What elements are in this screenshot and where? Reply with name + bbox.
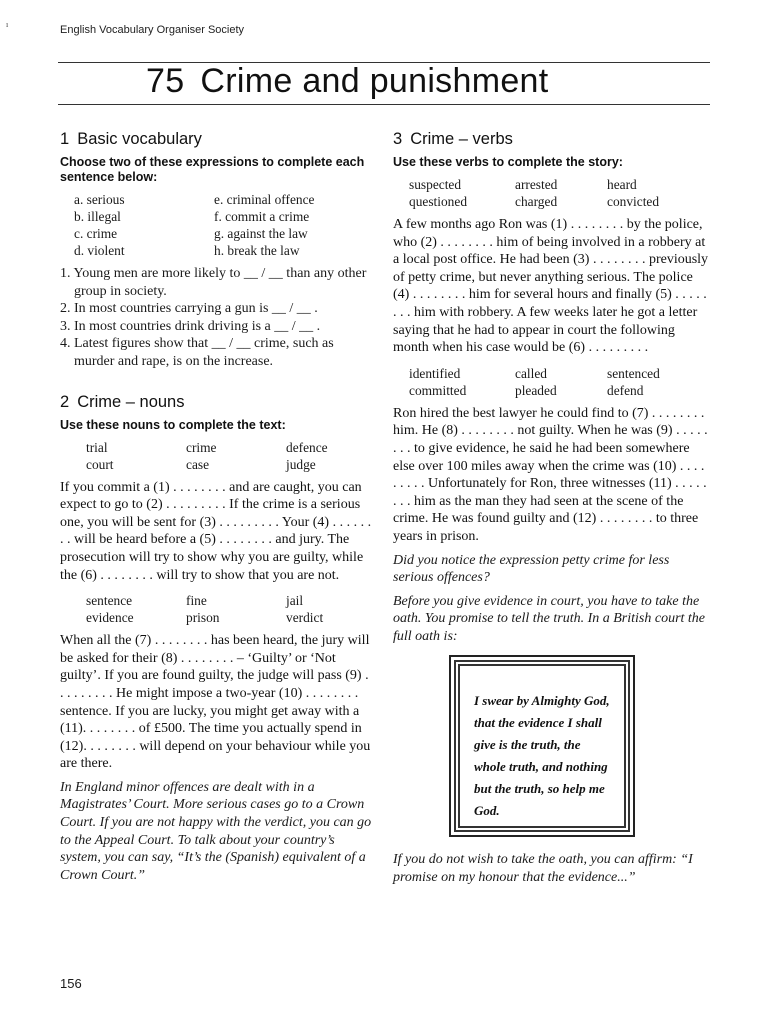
section-3-text-1: A few months ago Ron was (1) . . . . . . . . by the police, who (2) . . . . . . . . him of being involved in a robbery at a local post office. He had been (3) . . . . . . . . previously of petty crime, but never anything serious. The police (4) . . . . . . . . him for several hours and finally (5) . . . . . . . . him with robbery. A few weeks later he got a letter saying that he had to appear in court the following month when his case would be (6) . . . . . . . . . [393, 217, 709, 356]
word-item: called [515, 365, 547, 381]
word-item: heard [607, 177, 637, 192]
section-2-note: In England minor offences are dealt with in a Magistrates’ Court. More serious cases go to a Crown Court. If you are not happy with the verdict, you can go to the Appeal Court. To talk about your country’s system, you can say, “It’s the (Spanish) equivalent of a Crown Court.” [60, 779, 372, 883]
section-2-instruction: Use these nouns to complete the text: [60, 417, 286, 432]
word-item: jail [286, 593, 304, 609]
section-2-word-box-2 [86, 592, 372, 626]
option-item: h. break the law [214, 243, 300, 258]
section-2-word-box-1 [86, 439, 372, 473]
section-1-number: 1 [60, 130, 70, 148]
page-title [146, 62, 548, 101]
option-item: e. criminal offence [214, 192, 315, 207]
oath-text: I swear by Almighty God, that the evidence I shall give is the truth, the whole truth, and nothing but the truth, so help me God. [474, 693, 610, 819]
section-2-number: 2 [60, 392, 70, 411]
section-2-title: Crime – nouns [77, 392, 185, 411]
section-1-instruction: Choose two of these expressions to complete each sentence below: [60, 155, 365, 184]
sentence-item: 4. Latest figures show that __ / __ crime, such as murder and rape, is on the increase. [60, 336, 334, 369]
section-3-heading [393, 130, 709, 149]
section-3-text-2: Ron hired the best lawyer he could find to (7) . . . . . . . . him. He (8) . . . . . . . . not guilty. When he was (9) . . . . . . . . to give evidence, he said he had been somewhere else over 100 miles away when the crime was (10) . . . . . . . . . Unfortunately for Ron, three witnesses (11) . . . . . . . . him as the man they had seen at the scene of the crime. He was found guilty and (12) . . . . . . . . to three years in prison. [393, 405, 708, 544]
section-3-word-box-1 [409, 176, 709, 210]
section-3-word-box-2 [409, 365, 709, 399]
word-item: defend [607, 382, 644, 398]
word-item: questioned [409, 194, 468, 209]
option-item: a. serious [74, 192, 125, 207]
section-2-heading [60, 393, 372, 412]
word-item: crime [186, 439, 217, 455]
margin-mark: ı [6, 20, 9, 29]
section-3-note-3: If you do not wish to take the oath, you can affirm: “I promise on my honour that the evidence...” [393, 852, 693, 886]
section-1-heading [60, 130, 372, 149]
section-3-instruction: Use these verbs to complete the story: [393, 155, 623, 169]
sentence-item: 1. Young men are more likely to __ / __ than any other group in society. [60, 266, 367, 299]
word-item: defence [286, 439, 328, 455]
word-item: convicted [607, 194, 660, 209]
section-3-note-2: Before you give evidence in court, you have to take the oath. You promise to tell the truth. In a British court the full oath is: [393, 593, 706, 644]
chapter-number: 75 [146, 62, 185, 100]
word-item: prison [186, 610, 220, 626]
oath-frame [449, 655, 635, 837]
right-column [393, 130, 709, 887]
oath-frame-inner [454, 660, 630, 832]
left-column [60, 130, 372, 884]
sentence-item: 2. In most countries carrying a gun is __ / __ . [60, 301, 318, 317]
option-item: g. against the law [214, 226, 308, 241]
section-2-text-1: If you commit a (1) . . . . . . . . and are caught, you can expect to go to (2) . . . . . . . . . If the crime is a serious one, you will be sent for (3) . . . . . . . . . Your (4) . . . . . . . . will be heard before a (5) . . . . . . . . and jury. The prosecution will try to show why you are guilty, while the (6) . . . . . . . . will try to show that you are not. [60, 479, 372, 583]
section-1-options [74, 191, 372, 259]
word-item: verdict [286, 610, 324, 626]
word-item: pleaded [515, 382, 557, 398]
option-item: c. crime [74, 226, 118, 241]
word-item: evidence [86, 610, 134, 626]
chapter-title: Crime and punishment [200, 62, 549, 100]
word-item: arrested [515, 177, 558, 192]
option-item: b. illegal [74, 209, 121, 224]
section-3-note-1: Did you notice the expression petty crime for less serious offences? [393, 552, 670, 586]
title-rule-bottom [58, 104, 710, 105]
word-item: sentenced [607, 365, 660, 381]
section-1-sentences [60, 265, 372, 371]
page-number: 156 [60, 976, 82, 991]
word-item: identified [409, 365, 461, 381]
word-item: committed [409, 382, 467, 398]
word-item: trial [86, 439, 108, 455]
section-1-title: Basic vocabulary [77, 130, 202, 148]
word-item: fine [186, 593, 207, 609]
word-item: charged [515, 194, 558, 209]
word-item: suspected [409, 177, 462, 192]
word-item: court [86, 456, 114, 472]
section-3-number: 3 [393, 130, 403, 148]
section-2-text-2: When all the (7) . . . . . . . . has been heard, the jury will be asked for their (8) . . . . . . . . – ‘Guilty’ or ‘Not guilty’. If you are found guilty, the judge will pass (9) . . . . . . . . . He might impose a two-year (10) . . . . . . . . sentence. If you are lucky, you might get away with a (11). . . . . . . . of £500. The time you actually spend in (12). . . . . . . . will depend on your behaviour while you are there. [60, 633, 371, 772]
section-3-title: Crime – verbs [410, 130, 513, 148]
word-item: judge [286, 456, 316, 472]
running-head: English Vocabulary Organiser Society [60, 24, 245, 36]
word-item: sentence [86, 593, 133, 609]
option-item: d. violent [74, 243, 125, 258]
option-item: f. commit a crime [214, 209, 310, 224]
sentence-item: 3. In most countries drink driving is a __ / __ . [60, 318, 321, 334]
word-item: case [186, 456, 210, 472]
